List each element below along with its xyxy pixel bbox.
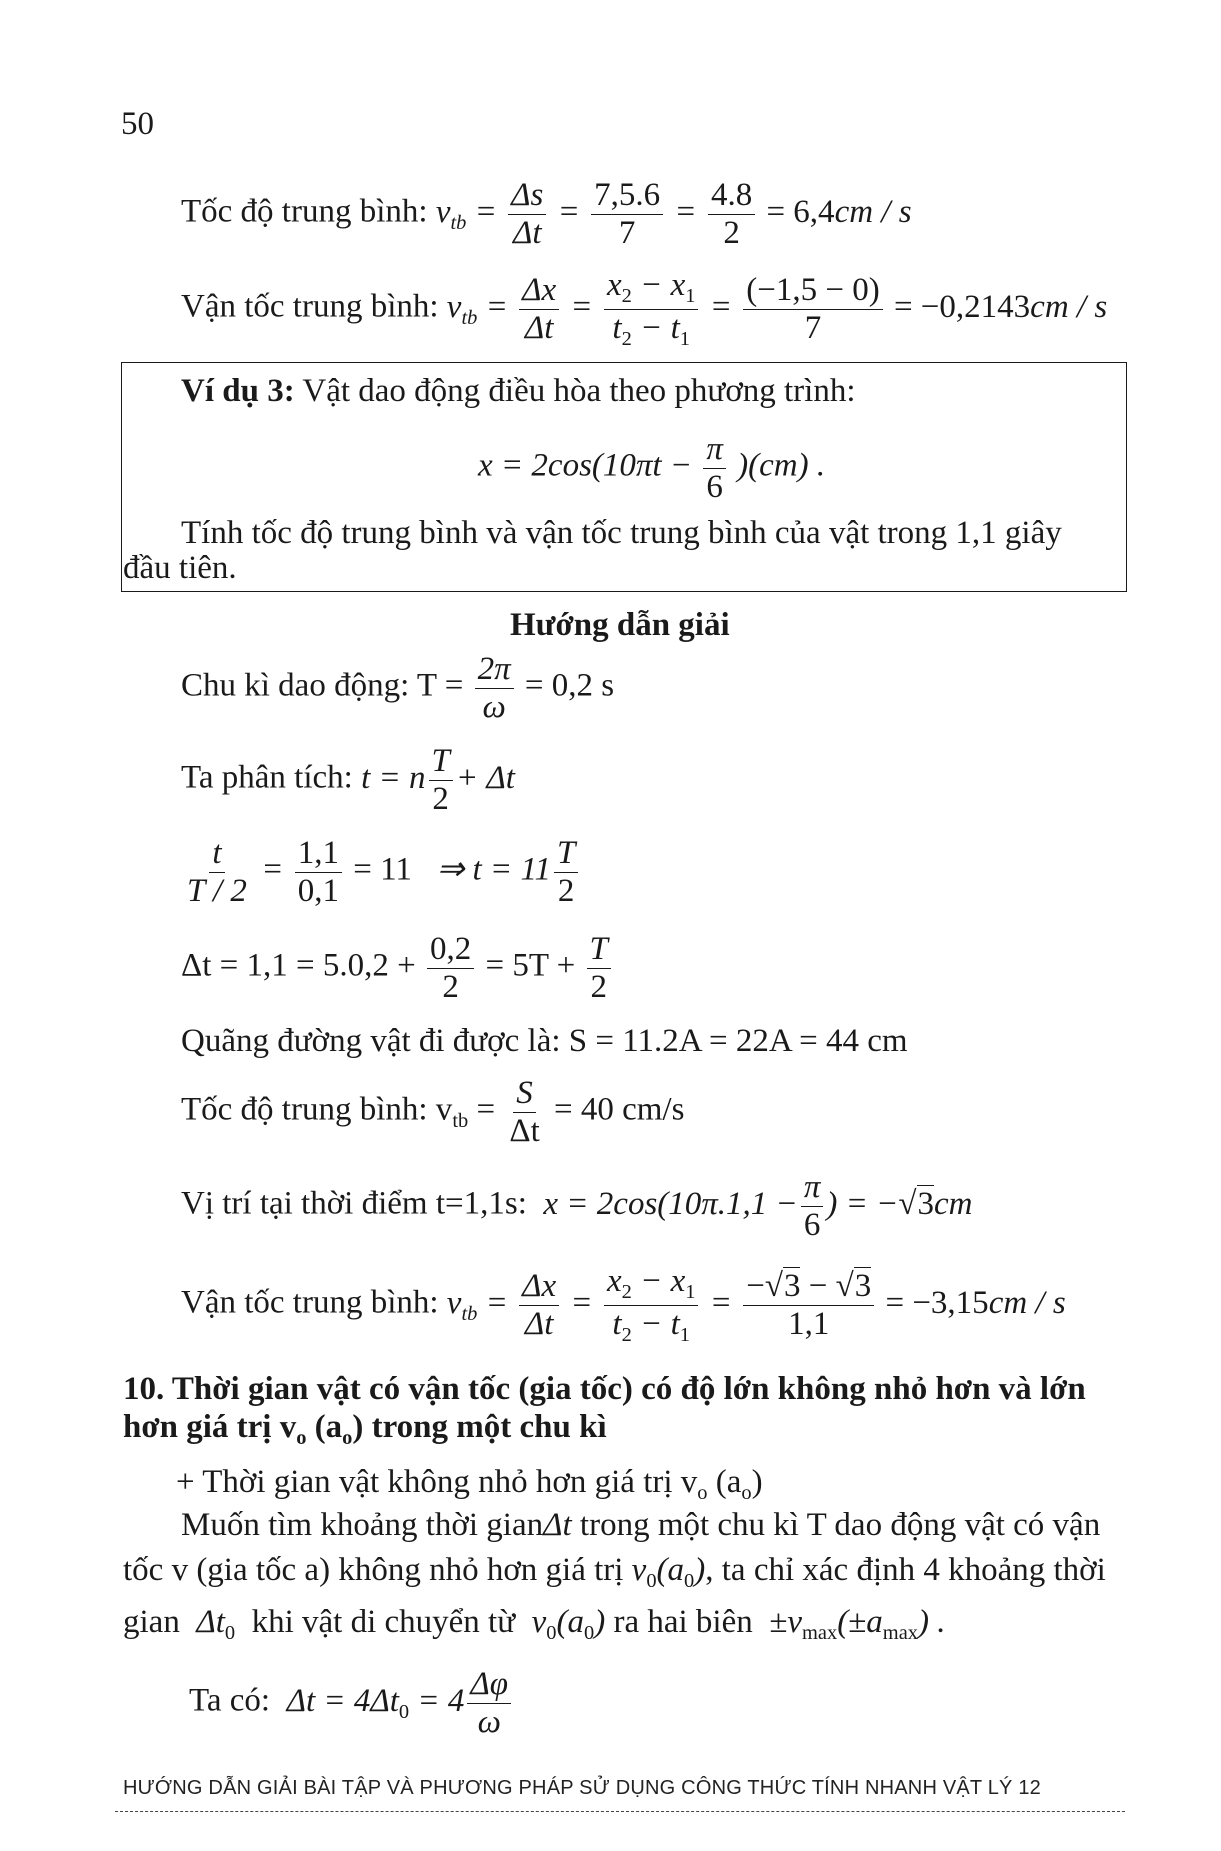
- position-line: [181, 1170, 973, 1242]
- solution-heading: Hướng dẫn giải: [510, 607, 730, 643]
- footer-title: HƯỚNG DẪN GIẢI BÀI TẬP VÀ PHƯƠNG PHÁP SỬ DỤNG CÔNG THỨC TÍNH NHANH VẬT LÝ 12: [123, 1777, 1042, 1799]
- avg-velocity-label: Vận tốc trung bình:: [181, 288, 439, 325]
- para-line3: gian $\Delta t_0$ khi vật di chuyển từ $v_0(a_0)$ ra hai biên $\pm v_{max}(\pm a_{max})$ .: [123, 1604, 946, 1645]
- ratio-line: $\frac{t}{T / 2}$ = $\frac{1,1}{0,1}$ = 11 ⇒ t = 11 $\frac{T}{2}$: [181, 836, 581, 908]
- para-line1: Muốn tìm khoảng thời gianΔt trong một chu kì T dao động vật có vận: [181, 1507, 1101, 1543]
- velocity-formula: $v_{tb}$ = $\frac{\Delta x}{\Delta t}$ = $\frac{x_2 - x_1}{t_2 - t_1}$ = $\frac{-√3 - √3}{1,1}$ = −3,15cm / s: [446, 1263, 1066, 1346]
- example-question-line1: Tính tốc độ trung bình và vận tốc trung bình của vật trong 1,1 giây: [181, 515, 1062, 551]
- example-text: Vật dao động điều hòa theo phương trình:: [302, 373, 856, 409]
- section-title-part: ) trong một chu kì: [352, 1409, 607, 1445]
- ta-co-line: [189, 1667, 514, 1739]
- avg-velocity-formula: $v_{tb}$ = $\frac{\Delta x}{\Delta t}$ = $\frac{x_2 - x_1}{t_2 - t_1}$ = $\frac{(-1,5 - 0)}{7}$ = −0,2143cm / s: [446, 267, 1108, 350]
- position-label: Vị trí tại thời điểm t=1,1s:: [181, 1185, 527, 1222]
- bullet-part: + Thời gian vật không nhỏ hơn giá trị v: [176, 1464, 698, 1500]
- delta-t-frac-num: 0,2: [427, 932, 474, 969]
- velocity-label: Vận tốc trung bình:: [181, 1284, 439, 1321]
- section-title-part: hơn giá trị v: [123, 1409, 297, 1445]
- position-formula: x = 2cos(10π.1,1 − $\frac{\pi}{6}$ ) = −√3cm: [535, 1169, 973, 1243]
- delta-t-mid: = 5T +: [485, 947, 576, 984]
- para-line2: tốc v (gia tốc a) không nhỏ hơn giá trị $v_0(a_0)$, ta chỉ xác định 4 khoảng thời: [123, 1552, 1106, 1593]
- section-title-sub: o: [296, 1427, 307, 1450]
- equation-frac-den: 6: [706, 468, 723, 505]
- avg-speed-line: [181, 178, 912, 250]
- bullet-sub: o: [697, 1482, 708, 1505]
- example-question-line2: đầu tiên.: [123, 550, 237, 586]
- speed-den: Δt: [509, 1112, 540, 1149]
- section-title-line1: 10. Thời gian vật có vận tốc (gia tốc) có độ lớn không nhỏ hơn và lớn: [123, 1371, 1086, 1407]
- speed-num: S: [513, 1076, 536, 1113]
- period-num: 2π: [475, 652, 514, 689]
- ta-co-label: Ta có:: [189, 1682, 271, 1719]
- analysis-label: Ta phân tích:: [181, 759, 353, 796]
- analysis-line: [181, 744, 515, 816]
- analysis-formula: t = n $\frac{T}{2}$ + Δt: [361, 743, 515, 817]
- section-title-line2: [123, 1408, 607, 1451]
- page-number: 50: [121, 106, 154, 142]
- para-text: trong một chu kì T dao động vật có vận: [579, 1507, 1101, 1543]
- bullet-part: ): [751, 1464, 763, 1500]
- para-text: , ta chỉ xác định 4 khoảng thời: [705, 1552, 1106, 1588]
- distance-line: Quãng đường vật đi được là: S = 11.2A = 22A = 44 cm: [181, 1023, 908, 1059]
- equation-suffix: )(cm) .: [737, 447, 826, 484]
- avg-velocity-line: [181, 268, 1107, 350]
- delta-t-text: Δt = 1,1 = 5.0,2 +: [181, 947, 416, 984]
- bullet-line: [176, 1463, 763, 1506]
- speed-sub: tb: [452, 1109, 469, 1132]
- speed-label: Tốc độ trung bình: v: [181, 1091, 453, 1128]
- example-statement: [181, 372, 856, 412]
- period-line: [181, 652, 614, 724]
- footer-divider: [115, 1811, 1125, 1812]
- para-text: gian: [123, 1604, 180, 1640]
- delta-t-frac2-num: T: [587, 932, 611, 969]
- para-text: Muốn tìm khoảng thời gian: [181, 1507, 544, 1543]
- avg-speed-label: Tốc độ trung bình:: [181, 193, 428, 230]
- example-equation: [478, 432, 825, 504]
- period-den: ω: [482, 688, 506, 725]
- equation-prefix: x = 2cos(10πt −: [478, 447, 693, 484]
- delta-t-frac-den: 2: [442, 968, 459, 1005]
- velocity-line: [181, 1264, 1066, 1346]
- avg-speed-formula: $v_{tb}$ = $\frac{\Delta s}{\Delta t}$ = $\frac{7,5.6}{7}$ = $\frac{4.8}{2}$ = 6,4cm / s: [435, 177, 912, 251]
- para-text: tốc v (gia tốc a) không nhỏ hơn giá trị: [123, 1552, 624, 1588]
- ta-co-formula: $\Delta t = 4\Delta t_0 = 4$ $\frac{\Delta\varphi}{\omega}$: [278, 1683, 514, 1719]
- delta-t-frac2-den: 2: [590, 968, 607, 1005]
- speed-result: = 40 cm/s: [553, 1091, 685, 1128]
- para-text: ra hai biên: [613, 1604, 753, 1640]
- delta-t-line: [181, 932, 614, 1004]
- para-text: khi vật di chuyển từ: [251, 1604, 516, 1640]
- equation-frac-num: π: [703, 432, 726, 469]
- bullet-sub: o: [741, 1482, 752, 1505]
- example-label: Ví dụ 3:: [181, 373, 295, 409]
- period-label: Chu kì dao động: T =: [181, 667, 464, 704]
- speed-eq: =: [468, 1091, 496, 1128]
- section-title-sub: o: [342, 1427, 353, 1450]
- speed-line: [181, 1076, 684, 1148]
- section-title-part: (a: [306, 1409, 343, 1445]
- period-result: = 0,2 s: [524, 667, 615, 704]
- bullet-part: (a: [707, 1464, 742, 1500]
